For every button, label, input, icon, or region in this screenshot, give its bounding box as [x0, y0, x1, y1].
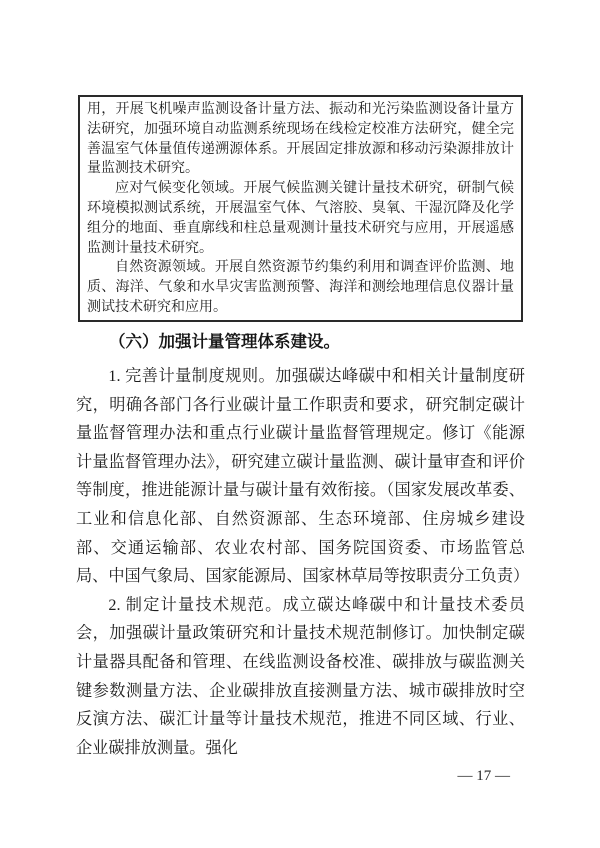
excerpt-paragraph: 应对气候变化领域。开展气候监测关键计量技术研究，研制气候环境模拟测试系统，开展温室气体、气溶胶、臭氧、干湿沉降及化学组分的地面、垂直廓线和柱总量观测计量技术研究与应用，开展遥感监测计量技术研究。	[87, 181, 514, 256]
excerpt-paragraph: 自然资源领域。开展自然资源节约集约利用和调查评价监测、地质、海洋、气象和水旱灾害监测预警、海洋和测绘地理信息仪器计量测试技术研究和应用。	[87, 260, 514, 315]
body-paragraph: 2. 制定计量技术规范。成立碳达峰碳中和计量技术委员会，加强碳计量政策研究和计量技术规范制修订。加快制定碳计量器具配备和管理、在线监测设备校准、碳排放与碳监测关键参数测量方法、企业碳排放直接测量方法、城市碳排放时空反演方法、碳汇计量等计量技术规范，推进不同区域、行业、企业碳排放测量。强化	[76, 595, 525, 757]
excerpt-paragraph: 用，开展飞机噪声监测设备计量方法、振动和光污染监测设备计量方法研究，加强环境自动监测系统现场在线检定校准方法研究，健全完善温室气体量值传递溯源体系。开展固定排放源和移动污染源排放计量监测技术研究。	[87, 102, 514, 177]
excerpt-box	[78, 95, 523, 322]
body-paragraph: 1. 完善计量制度规则。加强碳达峰碳中和相关计量制度研究，明确各部门各行业碳计量工作职责和要求，研究制定碳计量监督管理办法和重点行业碳计量监督管理规定。修订《能源计量监督管理办法》，研究建立碳计量监测、碳计量审查和评价等制度，推进能源计量与碳计量有效衔接。（国家发展改革委、工业和信息化部、自然资源部、生态环境部、住房城乡建设部、交通运输部、农业农村部、国务院国资委、市场监管总局、中国气象局、国家能源局、国家林草局等按职责分工负责）	[76, 367, 530, 586]
page-number: — 17 —	[457, 768, 510, 784]
main-text	[76, 331, 530, 762]
section-heading: （六）加强计量管理体系建设。	[109, 333, 340, 351]
